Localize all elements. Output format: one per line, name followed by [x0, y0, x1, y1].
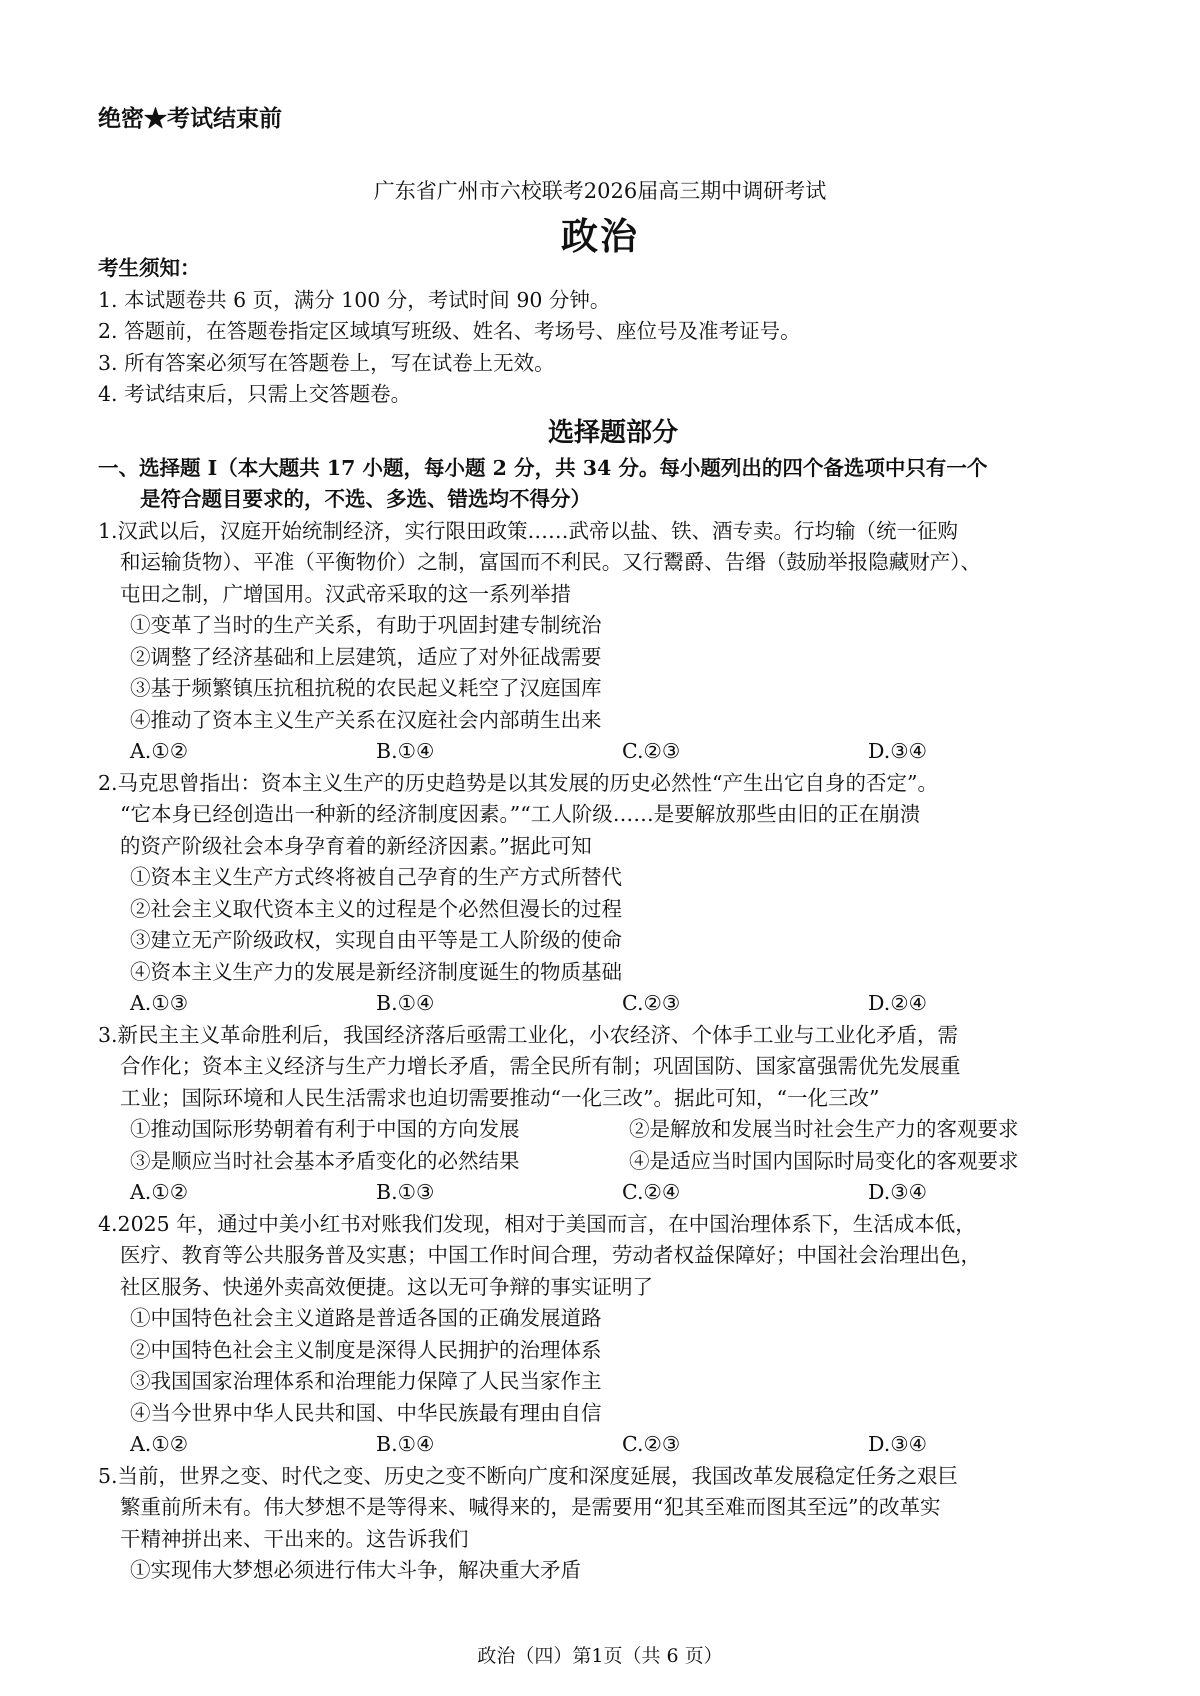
question-1	[98, 516, 1128, 768]
question-stem: 4.2025 年，通过中美小红书对账我们发现，相对于美国而言，在中国治理体系下，生活成本低，	[98, 1211, 976, 1236]
question-option: ①变革了当时的生产关系，有助于巩固封建专制统治	[130, 613, 602, 637]
question-option: ②是解放和发展当时社会生产力的客观要求	[629, 1117, 1019, 1141]
choice-b: B.①④	[376, 991, 435, 1015]
question-3	[98, 1020, 1128, 1209]
question-2	[98, 768, 1128, 1020]
choice-c: C.②③	[622, 991, 681, 1015]
choice-d: D.③④	[868, 1180, 927, 1204]
choice-d: D.②④	[868, 991, 927, 1015]
notice-title: 考生须知：	[98, 256, 201, 280]
choice-a: A.①②	[130, 1180, 189, 1204]
notice-item: 2. 答题前，在答题卷指定区域填写班级、姓名、考场号、座位号及准考证号。	[98, 319, 801, 343]
question-option: ①推动国际形势朝着有利于中国的方向发展	[130, 1117, 520, 1141]
choice-a: A.①②	[130, 1432, 189, 1456]
question-option: ①中国特色社会主义道路是普适各国的正确发展道路	[130, 1306, 602, 1330]
question-4	[98, 1209, 1128, 1461]
question-option: ④资本主义生产力的发展是新经济制度诞生的物质基础	[130, 959, 622, 984]
section-instruction: 一、选择题 I（本大题共 17 小题，每小题 2 分，共 34 分。每小题列出的四个备选项中只有一个	[98, 455, 988, 480]
question-option: ②社会主义取代资本主义的过程是个必然但漫长的过程	[130, 896, 622, 921]
option-row	[98, 1146, 1128, 1178]
question-option: ②中国特色社会主义制度是深得人民拥护的治理体系	[130, 1337, 602, 1362]
question-stem: 合作化；资本主义经济与生产力增长矛盾，需全民所有制；巩固国防、国家富强需优先发展重	[120, 1054, 961, 1078]
choice-d: D.③④	[868, 1432, 927, 1456]
choice-a: A.①②	[130, 739, 189, 763]
choice-a: A.①③	[130, 991, 189, 1015]
question-option: ③建立无产阶级政权，实现自由平等是工人阶级的使命	[130, 928, 622, 952]
question-option: ①资本主义生产方式终将被自己孕育的生产方式所替代	[130, 865, 622, 889]
notice-item: 3. 所有答案必须写在答题卷上，写在试卷上无效。	[98, 350, 555, 375]
question-stem: 5.当前，世界之变、时代之变、历史之变不断向广度和深度延展，我国改革发展稳定任务之艰巨	[98, 1463, 959, 1488]
choice-b: B.①③	[376, 1180, 435, 1204]
question-option: ②调整了经济基础和上层建筑，适应了对外征战需要	[130, 644, 602, 669]
choice-b: B.①④	[376, 1432, 435, 1456]
question-stem: 1.汉武以后，汉庭开始统制经济，实行限田政策……武帝以盐、铁、酒专卖。行均输（统一征购	[98, 518, 959, 543]
choice-c: C.②③	[622, 1432, 681, 1456]
section-instruction: 是符合题目要求的，不选、多选、错选均不得分）	[140, 487, 591, 511]
subject-title: 政治	[561, 214, 639, 258]
choice-d: D.③④	[868, 739, 927, 763]
answer-choices	[98, 988, 1128, 1020]
choice-c: C.②④	[622, 1180, 681, 1204]
question-stem: 屯田之制，广增国用。汉武帝采取的这一系列举措	[120, 581, 571, 606]
answer-choices	[98, 1177, 1128, 1209]
question-stem: 3.新民主主义革命胜利后，我国经济落后亟需工业化，小农经济、个体手工业与工业化矛盾，需	[98, 1022, 959, 1047]
question-stem: 工业；国际环境和人民生活需求也迫切需要推动“一化三改”。据此可知，“一化三改”	[120, 1085, 880, 1110]
question-stem: “它本身已经创造出一种新的经济制度因素。”“工人阶级……是要解放那些由旧的正在崩溃	[120, 802, 921, 826]
question-stem: 的资产阶级社会本身孕育着的新经济因素。”据此可知	[120, 833, 592, 858]
question-option: ③是顺应当时社会基本矛盾变化的必然结果	[130, 1148, 520, 1173]
question-stem: 和运输货物）、平准（平衡物价）之制，富国而不利民。又行鬻爵、告缗（鼓励举报隐藏财产）、	[120, 550, 981, 574]
notice-item: 1. 本试题卷共 6 页，满分 100 分，考试时间 90 分钟。	[98, 287, 611, 312]
section-title: 选择题部分	[547, 417, 678, 448]
question-option: ③基于频繁镇压抗租抗税的农民起义耗空了汉庭国库	[130, 676, 602, 700]
question-option: ①实现伟大梦想必须进行伟大斗争，解决重大矛盾	[130, 1558, 581, 1582]
secret-label: 绝密★考试结束前	[98, 105, 282, 132]
question-option: ④是适应当时国内国际时局变化的客观要求	[629, 1148, 1019, 1173]
question-stem: 社区服务、快递外卖高效便捷。这以无可争辩的事实证明了	[120, 1274, 653, 1299]
question-option: ④当今世界中华人民共和国、中华民族最有理由自信	[130, 1400, 602, 1425]
answer-choices	[98, 1429, 1128, 1461]
question-option: ③我国国家治理体系和治理能力保障了人民当家作主	[130, 1369, 602, 1393]
exam-content	[98, 253, 1128, 1587]
notice-item: 4. 考试结束后，只需上交答题卷。	[98, 382, 412, 406]
question-5	[98, 1461, 1128, 1587]
question-stem: 繁重前所未有。伟大梦想不是等得来、喊得来的，是需要用“犯其至难而图其至远”的改革实	[120, 1495, 941, 1519]
question-option: ④推动了资本主义生产关系在汉庭社会内部萌生出来	[130, 707, 602, 732]
page-footer: 政治（四）第1页（共 6 页）	[477, 1645, 723, 1667]
question-stem: 2.马克思曾指出：资本主义生产的历史趋势是以其发展的历史必然性“产生出它自身的否定”。	[98, 770, 939, 795]
choice-b: B.①④	[376, 739, 435, 763]
answer-choices	[98, 736, 1128, 768]
exam-title: 广东省广州市六校联考2026届高三期中调研考试	[373, 179, 827, 203]
question-stem: 医疗、教育等公共服务普及实惠；中国工作时间合理，劳动者权益保障好；中国社会治理出色，	[120, 1243, 981, 1267]
choice-c: C.②③	[622, 739, 681, 763]
question-stem: 干精神拼出来、干出来的。这告诉我们	[120, 1526, 469, 1551]
option-row	[98, 1114, 1128, 1146]
